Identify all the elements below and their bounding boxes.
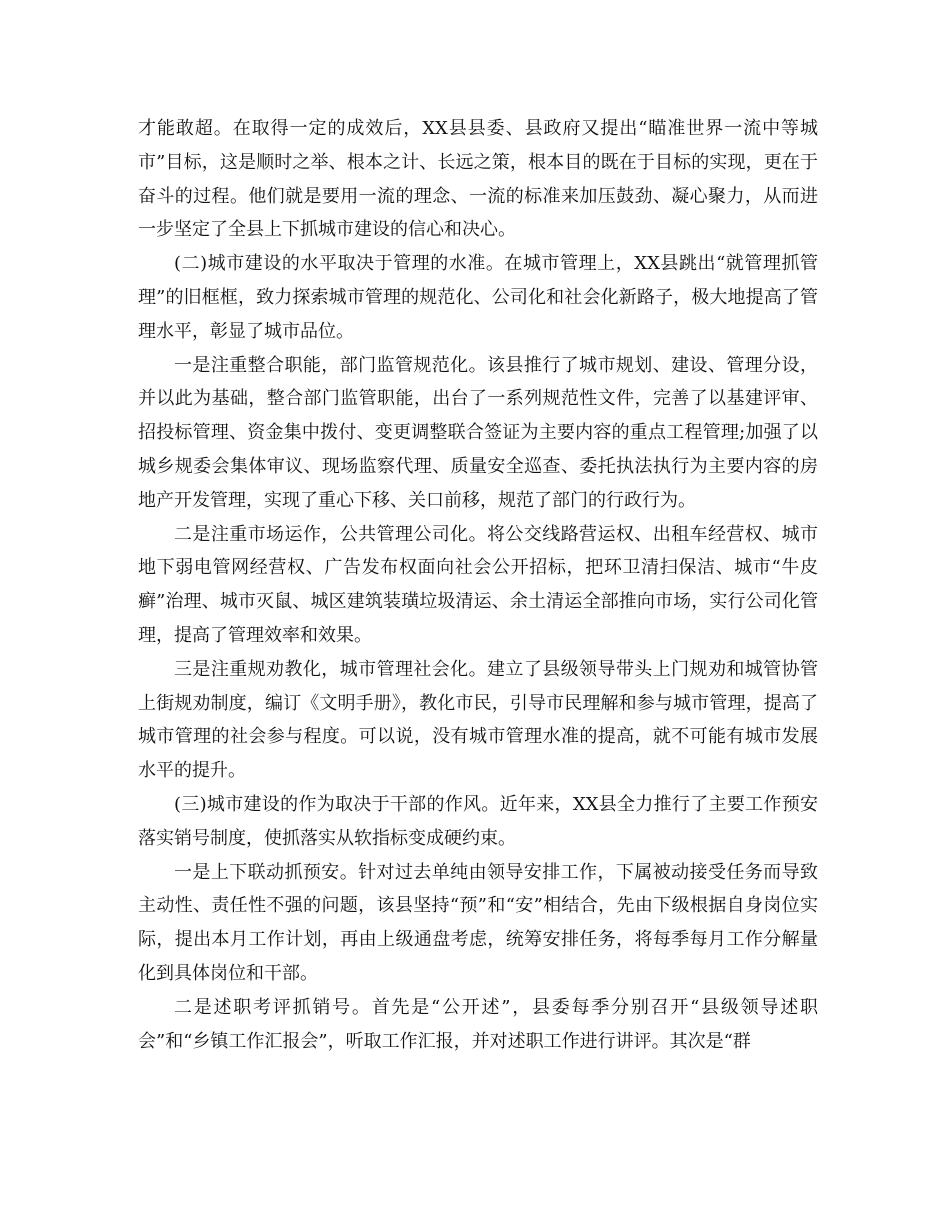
paragraph-3: 一是注重整合职能，部门监管规范化。该县推行了城市规划、建设、管理分设，并以此为基础，整合部门监管职能，出台了一系列规范性文件，完善了以基建评审、招投标管理、资金集中拨付、变更调整联合签证为主要内容的重点工程管理;加强了以城乡规委会集体审议、现场监察代理、质量安全巡查、委托执法执行为主要内容的房地产开发管理，实现了重心下移、关口前移，规范了部门的行政行为。 (138, 354, 818, 511)
paragraph-2: (二)城市建设的水平取决于管理的水准。在城市管理上，XX县跳出“就管理抓管理”的旧框框，致力探索城市管理的规范化、公司化和社会化新路子，极大地提高了管理水平，彰显了城市品位。 (138, 253, 818, 342)
paragraph-8: 二是述职考评抓销号。首先是“公开述”，县委每季分别召开“县级领导述职会”和“乡镇工作汇报会”，听取工作汇报，并对述职工作进行讲评。其次是“群 (138, 996, 818, 1052)
paragraph-1: 才能敢超。在取得一定的成效后，XX县县委、县政府又提出“瞄准世界一流中等城市”目标，这是顺时之举、根本之计、长远之策，根本目的既在于目标的实现，更在于奋斗的过程。他们就是要用一流的理念、一流的标准来加压鼓劲、凝心聚力，从而进一步坚定了全县上下抓城市建设的信心和决心。 (138, 118, 818, 241)
document-page (138, 112, 818, 1058)
paragraph-7: 一是上下联动抓预安。针对过去单纯由领导安排工作，下属被动接受任务而导致主动性、责任性不强的问题，该县坚持“预”和“安”相结合，先由下级根据自身岗位实际，提出本月工作计划，再由上级通盘考虑，统筹安排任务，将每季每月工作分解量化到具体岗位和干部。 (138, 861, 818, 984)
paragraph-5: 三是注重规劝教化，城市管理社会化。建立了县级领导带头上门规劝和城管协管上街规劝制度，编订《文明手册》，教化市民，引导市民理解和参与城市管理，提高了城市管理的社会参与程度。可以说，没有城市管理水准的提高，就不可能有城市发展水平的提升。 (138, 658, 818, 782)
paragraph-4: 二是注重市场运作，公共管理公司化。将公交线路营运权、出租车经营权、城市地下弱电管网经营权、广告发布权面向社会公开招标，把环卫清扫保洁、城市“牛皮癣”治理、城市灭鼠、城区建筑装璜垃圾清运、余土清运全部推向市场，实行公司化管理，提高了管理效率和效果。 (138, 523, 818, 646)
paragraph-6: (三)城市建设的作为取决于干部的作风。近年来，XX县全力推行了主要工作预安落实销号制度，使抓落实从软指标变成硬约束。 (138, 793, 818, 849)
